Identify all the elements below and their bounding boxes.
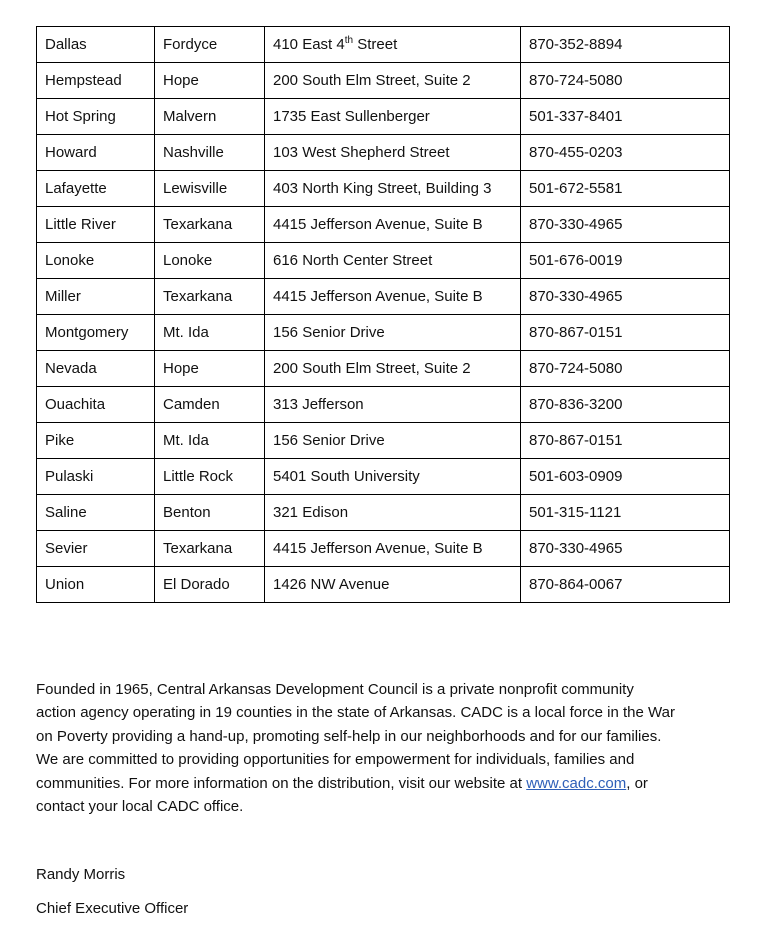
address-cell bbox=[265, 207, 521, 243]
phone-cell: 870-836-3200 bbox=[521, 387, 730, 423]
address-text: 156 Senior Drive bbox=[273, 324, 385, 341]
address-cell bbox=[265, 423, 521, 459]
about-line: on Poverty providing a hand-up, promoting self-help in our neighborhoods and for our families. bbox=[36, 727, 662, 745]
address-cell bbox=[265, 99, 521, 135]
county-cell: Hempstead bbox=[37, 63, 155, 99]
address-text: Street bbox=[353, 36, 398, 53]
address-cell bbox=[265, 243, 521, 279]
city-cell: Lonoke bbox=[155, 243, 265, 279]
office-row bbox=[37, 495, 730, 531]
phone-cell: 501-337-8401 bbox=[521, 99, 730, 135]
county-cell: Pulaski bbox=[37, 459, 155, 495]
office-row bbox=[37, 27, 730, 63]
county-cell: Lafayette bbox=[37, 171, 155, 207]
phone-cell: 870-724-5080 bbox=[521, 63, 730, 99]
office-row bbox=[37, 315, 730, 351]
county-cell: Dallas bbox=[37, 27, 155, 63]
address-text: 410 East 4 bbox=[273, 36, 345, 53]
office-row bbox=[37, 531, 730, 567]
about-line: action agency operating in 19 counties in the state of Arkansas. CADC is a local force in the War bbox=[36, 704, 675, 722]
address-text: 4415 Jefferson Avenue, Suite B bbox=[273, 216, 483, 233]
signer-name: Randy Morris bbox=[36, 866, 126, 883]
address-cell bbox=[265, 387, 521, 423]
address-cell bbox=[265, 315, 521, 351]
county-cell: Howard bbox=[37, 135, 155, 171]
address-cell bbox=[265, 495, 521, 531]
address-cell bbox=[265, 279, 521, 315]
address-text: 403 North King Street, Building 3 bbox=[273, 180, 492, 197]
phone-cell: 870-867-0151 bbox=[521, 315, 730, 351]
city-cell: Benton bbox=[155, 495, 265, 531]
county-cell: Miller bbox=[37, 279, 155, 315]
county-cell: Sevier bbox=[37, 531, 155, 567]
city-cell: Texarkana bbox=[155, 279, 265, 315]
city-cell: Little Rock bbox=[155, 459, 265, 495]
office-row bbox=[37, 63, 730, 99]
offices-table bbox=[36, 26, 730, 603]
about-line: , or bbox=[626, 774, 648, 792]
city-cell: Hope bbox=[155, 63, 265, 99]
city-cell: Camden bbox=[155, 387, 265, 423]
county-cell: Little River bbox=[37, 207, 155, 243]
about-paragraph bbox=[36, 678, 736, 818]
city-cell: Mt. Ida bbox=[155, 315, 265, 351]
county-cell: Union bbox=[37, 567, 155, 603]
address-cell bbox=[265, 567, 521, 603]
office-row bbox=[37, 171, 730, 207]
address-text: 156 Senior Drive bbox=[273, 432, 385, 449]
offices-table-body bbox=[37, 27, 730, 603]
county-cell: Pike bbox=[37, 423, 155, 459]
county-cell: Hot Spring bbox=[37, 99, 155, 135]
address-ordinal-suffix: th bbox=[344, 35, 354, 46]
city-cell: Fordyce bbox=[155, 27, 265, 63]
county-cell: Saline bbox=[37, 495, 155, 531]
phone-cell: 501-315-1121 bbox=[521, 495, 730, 531]
phone-cell: 501-676-0019 bbox=[521, 243, 730, 279]
county-cell: Ouachita bbox=[37, 387, 155, 423]
county-cell: Lonoke bbox=[37, 243, 155, 279]
phone-cell: 870-330-4965 bbox=[521, 279, 730, 315]
address-text: 4415 Jefferson Avenue, Suite B bbox=[273, 288, 483, 305]
address-cell bbox=[265, 351, 521, 387]
office-row bbox=[37, 387, 730, 423]
address-text: 616 North Center Street bbox=[273, 252, 433, 269]
phone-cell: 501-672-5581 bbox=[521, 171, 730, 207]
office-row bbox=[37, 99, 730, 135]
office-row bbox=[37, 243, 730, 279]
address-text: 200 South Elm Street, Suite 2 bbox=[273, 72, 471, 89]
offices-table-container bbox=[36, 26, 729, 603]
address-text: 313 Jefferson bbox=[273, 396, 364, 413]
phone-cell: 501-603-0909 bbox=[521, 459, 730, 495]
phone-cell: 870-352-8894 bbox=[521, 27, 730, 63]
signer-title: Chief Executive Officer bbox=[36, 900, 189, 917]
county-cell: Montgomery bbox=[37, 315, 155, 351]
office-row bbox=[37, 351, 730, 387]
phone-cell: 870-867-0151 bbox=[521, 423, 730, 459]
office-row bbox=[37, 279, 730, 315]
city-cell: Texarkana bbox=[155, 207, 265, 243]
about-line: Founded in 1965, Central Arkansas Development Council is a private nonprofit community bbox=[36, 681, 634, 698]
address-cell bbox=[265, 531, 521, 567]
about-line: communities. For more information on the distribution, visit our website at bbox=[36, 774, 527, 792]
address-cell bbox=[265, 171, 521, 207]
address-cell bbox=[265, 135, 521, 171]
address-cell bbox=[265, 63, 521, 99]
address-cell bbox=[265, 459, 521, 495]
office-row bbox=[37, 207, 730, 243]
about-line: contact your local CADC office. bbox=[36, 798, 244, 816]
address-text: 1735 East Sullenberger bbox=[273, 108, 430, 125]
address-text: 321 Edison bbox=[273, 504, 349, 521]
address-text: 103 West Shepherd Street bbox=[273, 144, 450, 161]
phone-cell: 870-864-0067 bbox=[521, 567, 730, 603]
county-cell: Nevada bbox=[37, 351, 155, 387]
city-cell: El Dorado bbox=[155, 567, 265, 603]
phone-cell: 870-455-0203 bbox=[521, 135, 730, 171]
phone-cell: 870-330-4965 bbox=[521, 531, 730, 567]
city-cell: Mt. Ida bbox=[155, 423, 265, 459]
office-row bbox=[37, 567, 730, 603]
office-row bbox=[37, 423, 730, 459]
address-text: 5401 South University bbox=[273, 468, 420, 485]
city-cell: Hope bbox=[155, 351, 265, 387]
address-text: 4415 Jefferson Avenue, Suite B bbox=[273, 540, 483, 557]
city-cell: Nashville bbox=[155, 135, 265, 171]
city-cell: Malvern bbox=[155, 99, 265, 135]
about-line: We are committed to providing opportunities for empowerment for individuals, families and bbox=[36, 751, 635, 769]
office-row bbox=[37, 459, 730, 495]
address-text: 200 South Elm Street, Suite 2 bbox=[273, 360, 471, 377]
office-row bbox=[37, 135, 730, 171]
phone-cell: 870-330-4965 bbox=[521, 207, 730, 243]
city-cell: Lewisville bbox=[155, 171, 265, 207]
city-cell: Texarkana bbox=[155, 531, 265, 567]
website-link[interactable]: www.cadc.com bbox=[526, 774, 627, 792]
phone-cell: 870-724-5080 bbox=[521, 351, 730, 387]
address-cell bbox=[265, 27, 521, 63]
address-text: 1426 NW Avenue bbox=[273, 576, 390, 593]
